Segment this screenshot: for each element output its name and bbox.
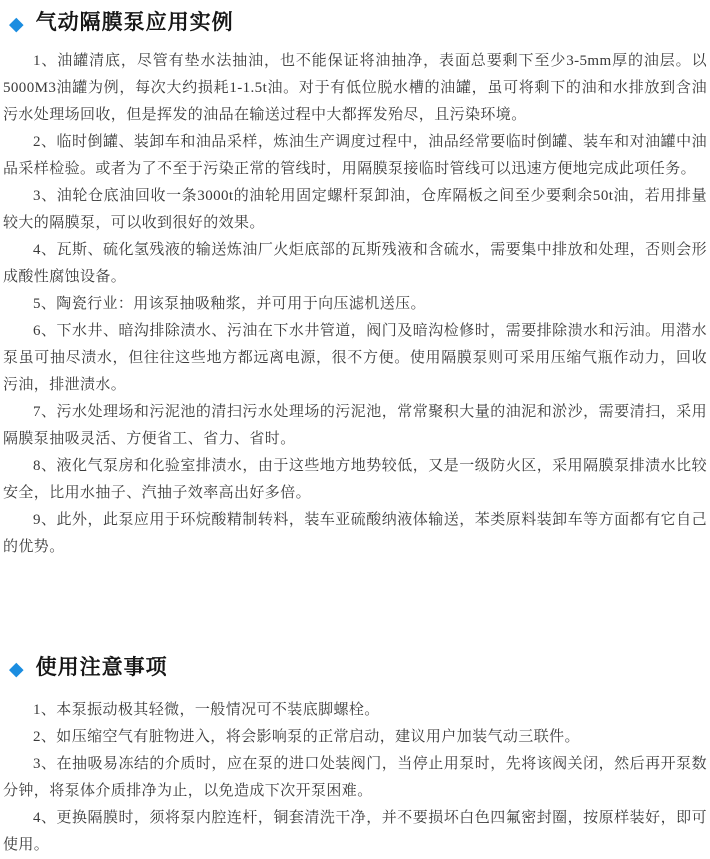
paragraph: 3、在抽吸易冻结的介质时，应在泵的进口处装阀门，当停止用泵时，先将该阀关闭，然后再开泵数分钟，将泵体介质排净为止，以免造成下次开泵困难。 xyxy=(3,756,707,799)
section-title: 使用注意事项 xyxy=(35,656,168,679)
paragraph: 1、油罐清底，尽管有垫水法抽油，也不能保证将油抽净，表面总要剩下至少3-5mm厚的油层。以5000M3油罐为例，每次大约损耗1-1.5t油。对于有低位脱水槽的油罐，虽可将剩下的油和水排放到含油污水处理场回收，但是挥发的油品在输送过程中大都挥发殆尽，且污染环境。 xyxy=(3,53,707,123)
paragraph: 4、更换隔膜时，须将泵内腔连杆，铜套清洗干净，并不要损坏白色四氟密封圈，按原样装好，即可使用。 xyxy=(3,810,707,853)
paragraph: 9、此外，此泵应用于环烷酸精制转料，装车亚硫酸纳液体输送，苯类原料装卸车等方面都有它自己的优势。 xyxy=(3,512,707,555)
diamond-icon: ◆ xyxy=(9,12,25,35)
section-applications-header xyxy=(9,8,707,38)
paragraph: 5、陶瓷行业：用该泵抽吸釉浆，并可用于向压滤机送压。 xyxy=(33,296,426,312)
diamond-icon: ◆ xyxy=(9,657,25,680)
section-notes-body xyxy=(3,697,707,859)
paragraph: 2、临时倒罐、装卸车和油品采样，炼油生产调度过程中，油品经常要临时倒罐、装车和对油罐中油品采样检验。或者为了不至于污染正常的管线时，用隔膜泵接临时管线可以迅速方便地完成此项任务。 xyxy=(3,134,707,177)
paragraph: 4、瓦斯、硫化氢残液的输送炼油厂火炬底部的瓦斯残液和含硫水，需要集中排放和处理，否则会形成酸性腐蚀设备。 xyxy=(3,242,707,285)
paragraph: 1、本泵振动极其轻微，一般情况可不装底脚螺栓。 xyxy=(33,702,380,718)
section-applications xyxy=(3,8,707,561)
paragraph: 6、下水井、暗沟排除渍水、污油在下水井管道，阀门及暗沟检修时，需要排除溃水和污油。用潜水泵虽可抽尽渍水，但往往这些地方都远离电源，很不方便。使用隔膜泵则可采用压缩气瓶作动力，回收污油，排泄渍水。 xyxy=(3,323,707,393)
section-applications-body xyxy=(3,48,707,561)
paragraph: 3、油轮仓底油回收一条3000t的油轮用固定螺杆泵卸油，仓库隔板之间至少要剩余50t油，若用排量较大的隔膜泵，可以收到很好的效果。 xyxy=(3,188,707,231)
paragraph: 7、污水处理场和污泥池的清扫污水处理场的污泥池，常常聚积大量的油泥和淤沙，需要清扫，采用隔膜泵抽吸灵活、方便省工、省力、省时。 xyxy=(3,404,707,447)
paragraph: 2、如压缩空气有脏物进入，将会影响泵的正常启动，建议用户加装气动三联件。 xyxy=(33,729,580,745)
section-notes xyxy=(3,653,707,859)
section-notes-header xyxy=(9,653,707,683)
paragraph: 8、液化气泵房和化验室排渍水，由于这些地方地势较低，又是一级防火区，采用隔膜泵排渍水比较安全，比用水抽子、汽抽子效率高出好多倍。 xyxy=(3,458,707,501)
section-title: 气动隔膜泵应用实例 xyxy=(35,11,234,34)
